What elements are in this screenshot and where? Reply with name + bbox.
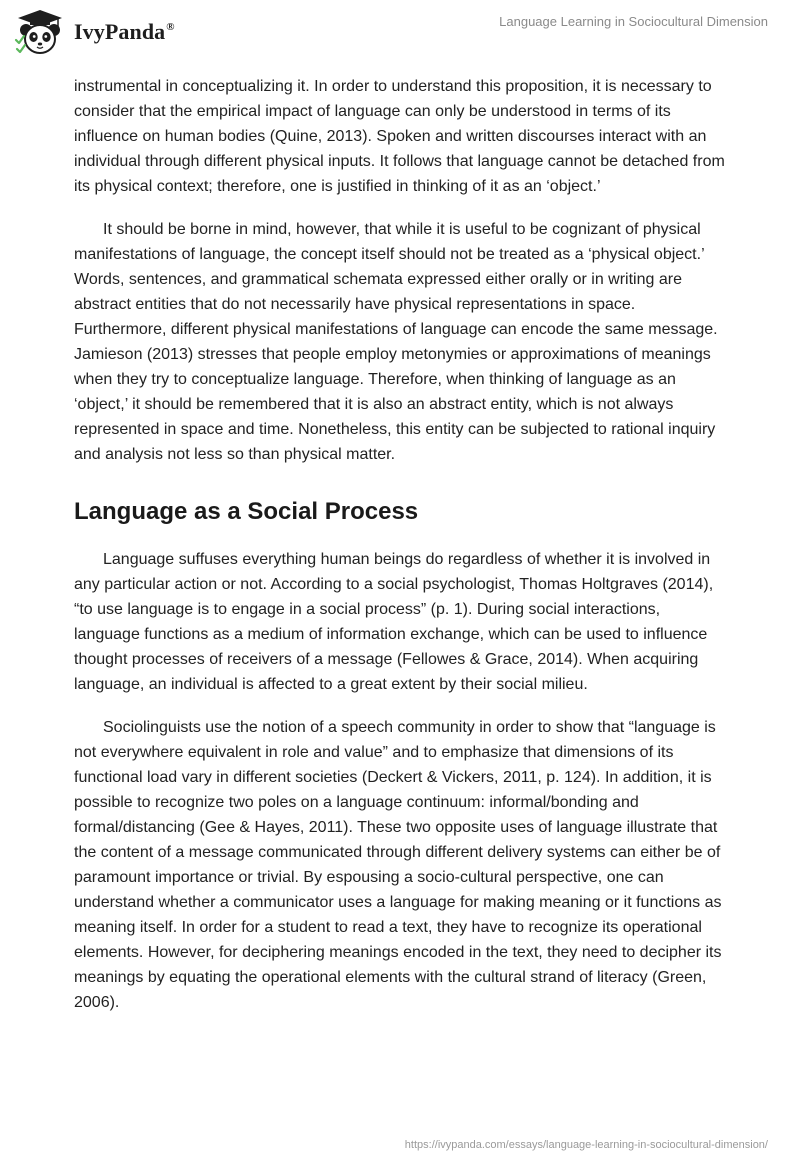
paragraph: Sociolinguists use the notion of a speech community in order to show that “language is not everywhere equivalent in role and value” and to emphasize that dimensions of its functional load vary in different societies (Deckert & Vickers, 2011, p. 124). In addition, it is possible to recognize two poles on a language continuum: informal/bonding and formal/distancing (Gee & Hayes, 2011). These two opposite uses of language illustrate that the content of a message communicated through different delivery systems can either be of paramount importance or trivial. By espousing a socio-cultural perspective, one can understand whether a communicator uses a language for making meaning or it functions as meaning itself. In order for a student to read a text, they have to recognize its operational elements. However, for deciphering meanings encoded in the text, they need to decipher its meanings by equating the operational elements with the cultural strand of literacy (Green, 2006). bbox=[74, 719, 722, 1011]
document-title: Language Learning in Sociocultural Dimension bbox=[499, 14, 768, 29]
paragraph: Language suffuses everything human beings do regardless of whether it is involved in any particular action or not. According to a social psychologist, Thomas Holtgraves (2014), “to use language is to engage in a social process” (p. 1). During social interactions, language functions as a medium of information exchange, which can be used to influence thought processes of receivers of a message (Fellowes & Grace, 2014). When acquiring language, an individual is affected to a great extent by their social milieu. bbox=[74, 551, 714, 693]
page-header bbox=[0, 0, 800, 66]
paragraph: It should be borne in mind, however, that while it is useful to be cognizant of physical manifestations of language, the concept itself should not be treated as a ‘physical object.’ Words, sentences, and grammatical schemata expressed either orally or in writing are abstract entities that do not necessarily have physical representations in space. Furthermore, different physical manifestations of language can encode the same message. Jamieson (2013) stresses that people employ metonymies or approximations of meanings when they try to conceptualize language. Therefore, when thinking of language as an ‘object,’ it should be remembered that it is also an abstract entity, which is not always represented in space and time. Nonetheless, this entity can be subjected to rational inquiry and analysis not less so than physical matter. bbox=[74, 221, 718, 463]
source-url[interactable]: https://ivypanda.com/essays/language-learning-in-sociocultural-dimension/ bbox=[404, 1139, 768, 1151]
paragraph: instrumental in conceptualizing it. In order to understand this proposition, it is necessary to consider that the empirical impact of language can only be understood in terms of its influence on human bodies (Quine, 2013). Spoken and written discourses interact with an individual through different physical inputs. It follows that language cannot be detached from its physical context; therefore, one is justified in thinking of it as an ‘object.’ bbox=[74, 78, 725, 195]
essay-content bbox=[74, 74, 726, 1015]
registered-mark: ® bbox=[166, 21, 175, 33]
panda-graduate-icon bbox=[14, 8, 66, 56]
section-heading: Language as a Social Process bbox=[74, 498, 419, 525]
brand-logo[interactable] bbox=[14, 8, 175, 56]
brand-name: IvyPanda® bbox=[74, 19, 175, 44]
